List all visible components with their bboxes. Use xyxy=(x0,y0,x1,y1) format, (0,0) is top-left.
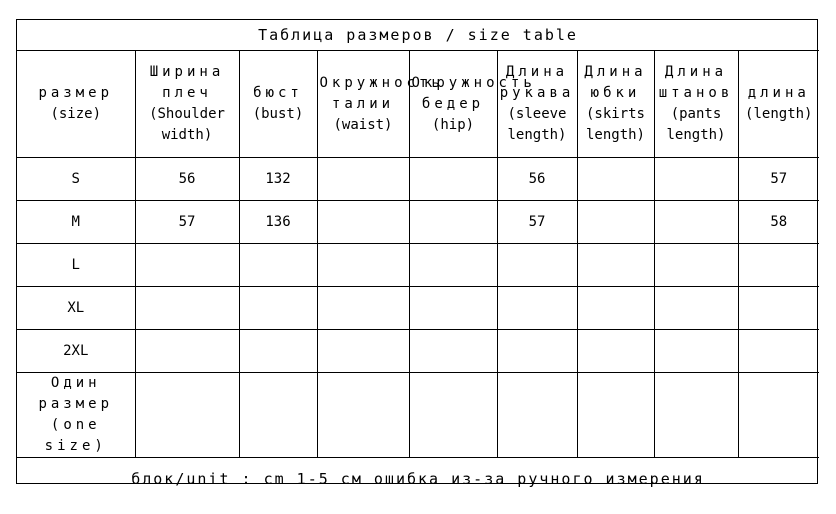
header-size-en: (size) xyxy=(50,106,102,122)
cell-bust xyxy=(239,244,317,287)
cell-pants xyxy=(654,330,738,373)
cell-shoulder xyxy=(135,244,239,287)
cell-sleeve xyxy=(497,373,577,458)
cell-pants xyxy=(654,373,738,458)
cell-skirt xyxy=(577,373,654,458)
cell-length xyxy=(738,330,819,373)
header-shoulder-en: (Shoulder width) xyxy=(149,106,225,143)
header-pants-ru: Длина штанов xyxy=(658,64,734,101)
header-shoulder xyxy=(135,51,239,158)
table-row xyxy=(17,373,819,458)
table-row xyxy=(17,158,819,201)
cell-hip xyxy=(409,201,497,244)
header-shoulder-ru: Ширина плеч xyxy=(149,64,225,101)
header-sleeve xyxy=(497,51,577,158)
cell-bust xyxy=(239,330,317,373)
footer-row xyxy=(17,458,819,501)
header-hip-ru: Окружность бедер xyxy=(411,74,536,112)
cell-hip xyxy=(409,244,497,287)
cell-hip xyxy=(409,287,497,330)
table-row xyxy=(17,330,819,373)
header-bust-ru: бюст xyxy=(253,85,303,101)
cell-hip xyxy=(409,373,497,458)
header-pants xyxy=(654,51,738,158)
header-skirt-en: (skirts length) xyxy=(585,106,645,143)
cell-hip xyxy=(409,330,497,373)
header-sleeve-en: (sleeve length) xyxy=(507,106,567,143)
cell-bust xyxy=(239,287,317,330)
header-bust-en: (bust) xyxy=(252,106,304,122)
cell-shoulder: 57 xyxy=(135,201,239,244)
title-row xyxy=(17,20,819,51)
cell-pants xyxy=(654,244,738,287)
cell-sleeve xyxy=(497,287,577,330)
cell-pants xyxy=(654,287,738,330)
cell-skirt xyxy=(577,158,654,201)
cell-length: 58 xyxy=(738,201,819,244)
size-label: L xyxy=(17,244,135,287)
cell-waist xyxy=(317,158,409,201)
cell-length: 57 xyxy=(738,158,819,201)
header-length xyxy=(738,51,819,158)
table-row xyxy=(17,287,819,330)
cell-shoulder xyxy=(135,287,239,330)
table-row xyxy=(17,201,819,244)
cell-pants xyxy=(654,158,738,201)
cell-bust: 132 xyxy=(239,158,317,201)
cell-bust xyxy=(239,373,317,458)
header-waist-ru: Окружность талии xyxy=(319,74,444,112)
cell-waist xyxy=(317,201,409,244)
cell-waist xyxy=(317,244,409,287)
cell-hip xyxy=(409,158,497,201)
header-size-ru: размер xyxy=(38,85,114,101)
header-waist xyxy=(317,51,444,158)
size-label: S xyxy=(17,158,135,201)
header-length-ru: длина xyxy=(747,85,810,101)
cell-sleeve xyxy=(497,244,577,287)
cell-waist xyxy=(317,330,409,373)
header-sleeve-ru: Длина рукава xyxy=(499,64,575,101)
cell-skirt xyxy=(577,287,654,330)
cell-skirt xyxy=(577,330,654,373)
header-skirt xyxy=(577,51,654,158)
cell-skirt xyxy=(577,201,654,244)
size-label: XL xyxy=(17,287,135,330)
cell-skirt xyxy=(577,244,654,287)
cell-shoulder: 56 xyxy=(135,158,239,201)
measurement-note: блок/unit : cm 1-5 см ошибка из-за ручного измерения xyxy=(17,458,819,501)
header-pants-en: (pants length) xyxy=(666,106,726,143)
cell-shoulder xyxy=(135,330,239,373)
cell-length xyxy=(738,373,819,458)
cell-sleeve: 56 xyxy=(497,158,577,201)
header-row xyxy=(17,51,819,158)
header-hip-en: (hip) xyxy=(431,116,475,133)
header-waist-en: (waist) xyxy=(333,116,393,133)
cell-sleeve: 57 xyxy=(497,201,577,244)
cell-length xyxy=(738,244,819,287)
cell-pants xyxy=(654,201,738,244)
cell-waist xyxy=(317,287,409,330)
size-table xyxy=(17,20,819,500)
size-table-sheet xyxy=(16,19,818,488)
header-skirt-ru: Длина юбки xyxy=(584,64,647,101)
cell-waist xyxy=(317,373,409,458)
cell-bust: 136 xyxy=(239,201,317,244)
size-label: 2XL xyxy=(17,330,135,373)
header-length-en: (length) xyxy=(745,106,813,122)
size-label: Один размер (one size) xyxy=(17,373,135,458)
table-row xyxy=(17,244,819,287)
cell-shoulder xyxy=(135,373,239,458)
cell-sleeve xyxy=(497,330,577,373)
header-bust xyxy=(239,51,317,158)
header-hip xyxy=(409,51,536,158)
cell-length xyxy=(738,287,819,330)
table-title: Таблица размеров / size table xyxy=(17,20,819,51)
header-size xyxy=(17,51,135,158)
size-label: M xyxy=(17,201,135,244)
